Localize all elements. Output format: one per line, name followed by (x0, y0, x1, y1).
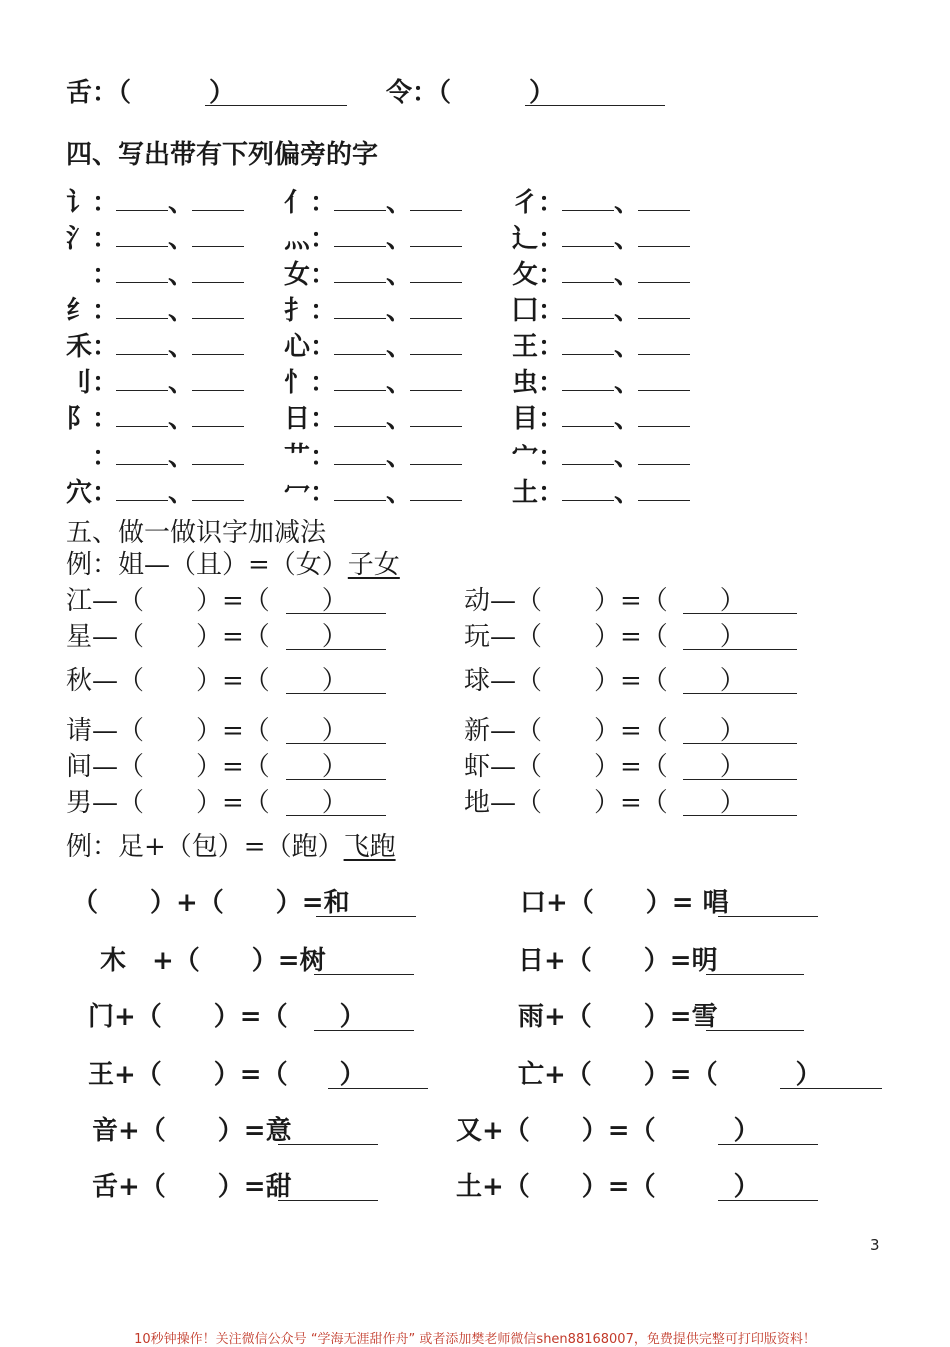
subtract-item: 秋—（ ）=（ ） (66, 666, 348, 696)
answer-line (410, 444, 462, 465)
answer-line (410, 298, 462, 319)
subtract-item: 动—（ ）=（ ） (464, 586, 746, 616)
answer-line (410, 334, 462, 355)
answer-line (314, 1029, 414, 1031)
radical-item (66, 332, 244, 362)
separator: 、 (614, 224, 641, 254)
radical-item (284, 260, 462, 290)
answer-line (562, 370, 614, 391)
radical-label: 刂： (66, 368, 119, 398)
add-item: 土+（ ）=（ ） (456, 1172, 760, 1202)
add-item: 口+（ ）= 唱 (520, 888, 729, 918)
answer-line (638, 298, 690, 319)
answer-line (316, 915, 416, 917)
separator: 、 (614, 332, 641, 362)
answer-line (718, 1143, 818, 1145)
answer-line (278, 1199, 378, 1201)
radical-label: 氵： (66, 224, 119, 254)
answer-line (192, 480, 244, 501)
example-add (66, 832, 396, 862)
answer-line (780, 1087, 882, 1089)
answer-line (334, 444, 386, 465)
answer-line (116, 480, 168, 501)
radical-label: 穴： (66, 478, 119, 508)
radical-label: 阝： (66, 404, 119, 434)
subtract-item: 星—（ ）=（ ） (66, 622, 348, 652)
radical-item (512, 404, 690, 434)
radical-label: 土： (512, 478, 565, 508)
add-item: 雨+（ ）=雪 (518, 1002, 718, 1032)
answer-line (334, 406, 386, 427)
answer-line (410, 406, 462, 427)
answer-line (116, 444, 168, 465)
answer-line (192, 406, 244, 427)
separator: 、 (386, 224, 413, 254)
separator: 、 (614, 442, 641, 472)
answer-line (334, 298, 386, 319)
separator: 、 (168, 442, 195, 472)
radical-label: 忄： (284, 368, 337, 398)
separator: 、 (168, 224, 195, 254)
answer-line (562, 262, 614, 283)
radical-label: 冖： (284, 478, 337, 508)
radical-label: 虫： (512, 368, 565, 398)
answer-line (683, 612, 797, 614)
answer-line (192, 226, 244, 247)
radical-item (512, 296, 690, 326)
separator: 、 (614, 260, 641, 290)
radical-item (512, 478, 690, 508)
radical-item (512, 368, 690, 398)
radical-item (512, 442, 690, 472)
radical-item (66, 296, 244, 326)
answer-line (286, 648, 386, 650)
answer-line (562, 298, 614, 319)
radical-label: 艹： (284, 442, 337, 472)
answer-line (286, 692, 386, 694)
add-item: 日+（ ）=明 (518, 946, 718, 976)
answer-line (192, 262, 244, 283)
answer-line (286, 742, 386, 744)
radical-item (512, 332, 690, 362)
answer-line (638, 262, 690, 283)
radical-item (284, 404, 462, 434)
radical-label: 灬： (284, 224, 337, 254)
radical-item (284, 368, 462, 398)
answer-line (410, 190, 462, 211)
example-subtract (66, 550, 400, 580)
radical-item (66, 442, 244, 472)
radical-label: 辶： (512, 224, 565, 254)
separator: 、 (614, 296, 641, 326)
add-item: 木 +（ ）=树 (100, 946, 326, 976)
separator: 、 (168, 404, 195, 434)
add-item: 舌+（ ）=甜 (92, 1172, 292, 1202)
answer-line (638, 334, 690, 355)
answer-line (334, 370, 386, 391)
add-item: 音+（ ）=意 (92, 1116, 292, 1146)
answer-line (334, 262, 386, 283)
answer-line (116, 226, 168, 247)
separator: 、 (614, 188, 641, 218)
separator: 、 (168, 296, 195, 326)
answer-line (562, 406, 614, 427)
radical-label: 扌： (284, 296, 337, 326)
separator: 、 (386, 332, 413, 362)
example-answer: 飞跑 (343, 832, 396, 862)
answer-line (410, 262, 462, 283)
subtract-item: 新—（ ）=（ ） (464, 716, 746, 746)
separator: 、 (168, 332, 195, 362)
answer-line (286, 612, 386, 614)
subtract-item: 地—（ ）=（ ） (464, 788, 746, 818)
radical-item (66, 478, 244, 508)
radical-item (284, 188, 462, 218)
page-number: 3 (870, 1236, 880, 1254)
answer-line (278, 1143, 378, 1145)
answer-line (562, 480, 614, 501)
answer-line (116, 334, 168, 355)
answer-line (638, 226, 690, 247)
answer-line (192, 444, 244, 465)
radical-item (284, 478, 462, 508)
separator: 、 (614, 404, 641, 434)
answer-line (205, 104, 347, 106)
subtract-item: 请—（ ）=（ ） (66, 716, 348, 746)
example-answer: 子女 (347, 550, 400, 580)
separator: 、 (386, 188, 413, 218)
radical-item (284, 332, 462, 362)
answer-line (718, 915, 818, 917)
answer-line (192, 370, 244, 391)
radical-label: 宀： (512, 442, 565, 472)
radical-item (66, 404, 244, 434)
example-text: 例：姐—（且）=（女） (66, 550, 348, 580)
top-item-label: 舌：（ ） (66, 78, 236, 108)
subtract-item: 球—（ ）=（ ） (464, 666, 746, 696)
radical-label: 囗： (512, 296, 565, 326)
radical-label: 女： (284, 260, 337, 290)
radical-label: 纟： (66, 296, 119, 326)
answer-line (638, 190, 690, 211)
answer-line (683, 778, 797, 780)
answer-line (334, 480, 386, 501)
answer-line (706, 973, 804, 975)
radical-label: 攵： (512, 260, 565, 290)
subtract-item: 虾—（ ）=（ ） (464, 752, 746, 782)
answer-line (683, 814, 797, 816)
radical-label: 讠： (66, 188, 119, 218)
top-item-label: 令：（ ） (386, 78, 556, 108)
radical-item (512, 260, 690, 290)
answer-line (116, 190, 168, 211)
answer-line (116, 262, 168, 283)
separator: 、 (386, 404, 413, 434)
subtract-item: 江—（ ）=（ ） (66, 586, 348, 616)
radical-item (66, 224, 244, 254)
separator: 、 (614, 368, 641, 398)
answer-line (638, 370, 690, 391)
separator: 、 (386, 260, 413, 290)
radical-label: 目： (512, 404, 565, 434)
answer-line (638, 406, 690, 427)
add-item: 又+（ ）=（ ） (456, 1116, 760, 1146)
separator: 、 (168, 260, 195, 290)
answer-line (525, 104, 665, 106)
separator: 、 (614, 478, 641, 508)
answer-line (683, 648, 797, 650)
radical-label: ： (66, 442, 119, 472)
add-item: 门+（ ）=（ ） (88, 1002, 366, 1032)
answer-line (638, 480, 690, 501)
radical-item (66, 188, 244, 218)
answer-line (334, 334, 386, 355)
radical-label: 王： (512, 332, 565, 362)
separator: 、 (386, 442, 413, 472)
answer-line (286, 814, 386, 816)
answer-line (683, 692, 797, 694)
answer-line (116, 370, 168, 391)
radical-label: 心： (284, 332, 337, 362)
add-item: （ ）+（ ）=和 (72, 888, 350, 918)
separator: 、 (386, 478, 413, 508)
answer-line (116, 406, 168, 427)
separator: 、 (386, 296, 413, 326)
radical-label: ： (66, 260, 119, 290)
radical-item (66, 260, 244, 290)
answer-line (314, 973, 414, 975)
radical-item (512, 224, 690, 254)
radical-item (66, 368, 244, 398)
answer-line (562, 190, 614, 211)
answer-line (410, 370, 462, 391)
answer-line (410, 480, 462, 501)
answer-line (192, 298, 244, 319)
answer-line (328, 1087, 428, 1089)
subtract-item: 男—（ ）=（ ） (66, 788, 348, 818)
answer-line (286, 778, 386, 780)
answer-line (334, 190, 386, 211)
subtract-item: 间—（ ）=（ ） (66, 752, 348, 782)
radical-label: 禾： (66, 332, 119, 362)
answer-line (116, 298, 168, 319)
answer-line (192, 334, 244, 355)
answer-line (706, 1029, 804, 1031)
radical-item (284, 296, 462, 326)
radical-item (284, 224, 462, 254)
answer-line (192, 190, 244, 211)
separator: 、 (386, 368, 413, 398)
add-item: 王+（ ）=（ ） (88, 1060, 366, 1090)
radical-label: 日： (284, 404, 337, 434)
footer-note: 10秒钟操作！关注微信公众号 “学海无涯甜作舟” 或者添加樊老师微信shen88168007，免费提供完整可打印版资料！ (134, 1332, 816, 1347)
separator: 、 (168, 478, 195, 508)
radical-item (284, 442, 462, 472)
radical-label: 亻： (284, 188, 337, 218)
add-item: 亡+（ ）=（ ） (518, 1060, 822, 1090)
answer-line (562, 444, 614, 465)
section4-title: 四、写出带有下列偏旁的字 (66, 140, 379, 170)
example-text: 例：足+（包）=（跑） (66, 832, 344, 862)
radical-item (512, 188, 690, 218)
answer-line (638, 444, 690, 465)
subtract-item: 玩—（ ）=（ ） (464, 622, 746, 652)
answer-line (562, 334, 614, 355)
answer-line (718, 1199, 818, 1201)
separator: 、 (168, 368, 195, 398)
answer-line (683, 742, 797, 744)
answer-line (334, 226, 386, 247)
radical-label: 彳： (512, 188, 565, 218)
answer-line (562, 226, 614, 247)
answer-line (410, 226, 462, 247)
separator: 、 (168, 188, 195, 218)
section5-title: 五、做一做识字加减法 (66, 518, 327, 548)
